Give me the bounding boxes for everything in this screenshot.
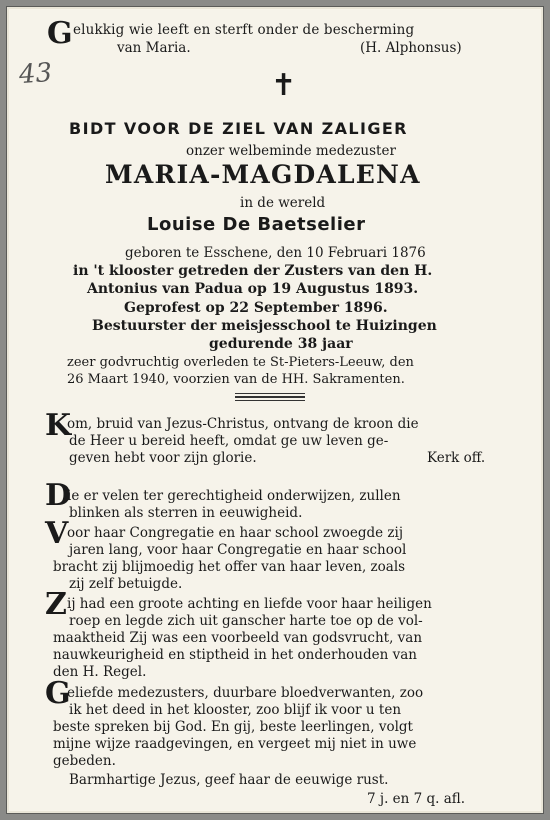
world-intro: in de wereld — [240, 195, 326, 211]
handwritten-number: 43 — [17, 57, 54, 91]
paragraph-4-initial: Z — [45, 587, 67, 622]
director-line-1: Bestuurster der meisjesschool te Huizingen — [92, 318, 437, 334]
paragraph-5-line-2: ik het deed in het klooster, zoo blijf ik voor u ten — [69, 702, 402, 718]
director-line-2: gedurende 38 jaar — [209, 336, 353, 352]
paragraph-1-line-3: geven hebt voor zijn glorie. — [69, 450, 257, 466]
entered-line-2: Antonius van Padua op 19 Augustus 1893. — [87, 281, 419, 297]
paragraph-1-line-2: de Heer u bereid heeft, omdat ge uw leven ge- — [69, 433, 389, 449]
quote-initial: G — [47, 16, 73, 51]
paragraph-3-line-4: zij zelf betuigde. — [69, 576, 183, 592]
paragraph-3-line-3: bracht zij blijmoedig het offer van haar leven, zoals — [53, 559, 406, 575]
religious-name: MARIA-MAGDALENA — [105, 160, 421, 189]
paragraph-5-line-1: eliefde medezusters, duurbare bloedverwanten, zoo — [67, 685, 424, 701]
birth-name: Louise De Baetselier — [147, 214, 366, 235]
cross-icon: ✝ — [271, 68, 297, 103]
pray-heading: BIDT VOOR DE ZIEL VAN ZALIGER — [69, 119, 408, 138]
paragraph-5-line-3: beste spreken bij God. En gij, beste leerlingen, volgt — [53, 719, 413, 735]
paragraph-4-line-2: roep en legde zich uit ganscher harte toe op de vol- — [69, 613, 423, 629]
paragraph-1-line-1: om, bruid van Jezus-Christus, ontvang de kroon die — [67, 416, 419, 432]
paragraph-3-initial: V — [45, 516, 69, 551]
quote-line-2: van Maria. — [117, 40, 191, 56]
professed-line: Geprofest op 22 September 1896. — [124, 300, 388, 316]
quote-attribution: (H. Alphonsus) — [360, 40, 462, 56]
closing-prayer: Barmhartige Jezus, geef haar de eeuwige rust. — [69, 772, 389, 788]
paragraph-3-line-2: jaren lang, voor haar Congregatie en haar school — [69, 542, 407, 558]
paragraph-4-line-5: den H. Regel. — [53, 664, 147, 680]
entered-line-1: in 't klooster getreden der Zusters van den H. — [73, 263, 433, 279]
paragraph-2-line-1: ie er velen ter gerechtigheid onderwijzen, zullen — [67, 488, 401, 504]
paragraph-1-source: Kerk off. — [427, 450, 486, 466]
sister-intro: onzer welbeminde medezuster — [186, 143, 396, 159]
memorial-card — [6, 6, 544, 814]
birth-line: geboren te Esschene, den 10 Februari 1876 — [125, 245, 426, 261]
indulgence-note: 7 j. en 7 q. afl. — [367, 791, 466, 807]
death-line-2: 26 Maart 1940, voorzien van de HH. Sakramenten. — [67, 372, 405, 387]
paragraph-4-line-1: ij had een groote achting en liefde voor haar heiligen — [67, 596, 432, 612]
paragraph-2-line-2: blinken als sterren in eeuwigheid. — [69, 505, 303, 521]
paragraph-3-line-1: oor haar Congregatie en haar school zwoegde zij — [67, 525, 404, 541]
paragraph-5-line-4: mijne wijze raadgevingen, en vergeet mij niet in uwe — [53, 736, 417, 752]
separator-ornament — [235, 391, 305, 401]
paragraph-4-line-3: maaktheid Zij was een voorbeeld van godsvrucht, van — [53, 630, 423, 646]
paragraph-4-line-4: nauwkeurigheid en stiptheid in het onderhouden van — [53, 647, 417, 663]
quote-line-1: elukkig wie leeft en sterft onder de bescherming — [73, 22, 415, 38]
paragraph-2-initial: D — [45, 478, 72, 513]
paragraph-5-initial: G — [45, 676, 71, 711]
death-line-1: zeer godvruchtig overleden te St-Pieters-Leeuw, den — [67, 355, 414, 370]
paragraph-5-line-5: gebeden. — [53, 753, 116, 769]
paragraph-1-initial: K — [45, 408, 72, 443]
